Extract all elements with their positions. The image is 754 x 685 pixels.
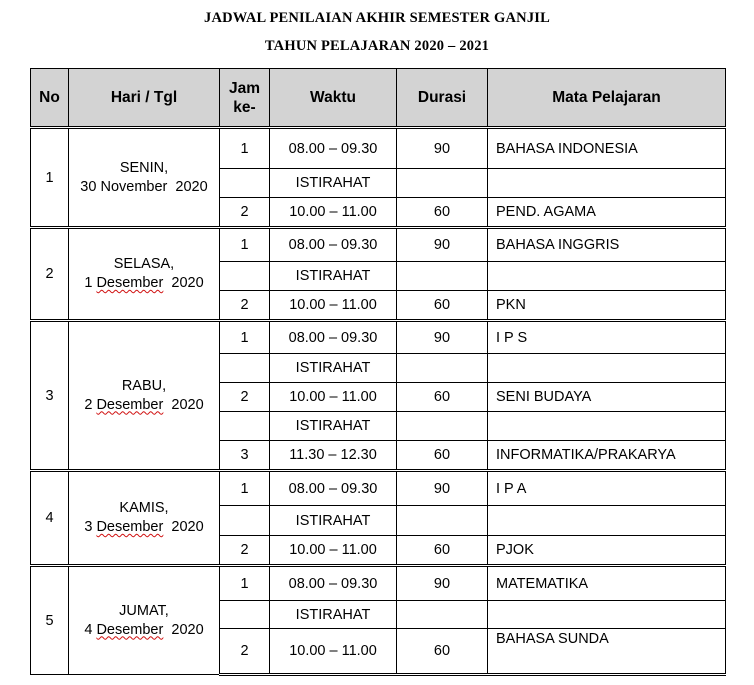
day-number-cell: 1 [31, 128, 69, 228]
day-number-cell: 2 [31, 228, 69, 321]
jam-cell [220, 354, 270, 383]
jam-cell: 1 [220, 128, 270, 169]
durasi-cell: 90 [397, 566, 488, 601]
mata-pelajaran-cell: INFORMATIKA/PRAKARYA [488, 441, 726, 471]
waktu-cell: ISTIRAHAT [270, 169, 397, 198]
durasi-cell [397, 412, 488, 441]
mata-pelajaran-cell [488, 169, 726, 198]
durasi-cell: 90 [397, 471, 488, 506]
mata-pelajaran-cell: I P A [488, 471, 726, 506]
durasi-cell [397, 169, 488, 198]
jam-cell: 1 [220, 566, 270, 601]
jam-cell: 2 [220, 291, 270, 321]
waktu-cell: 10.00 – 11.00 [270, 383, 397, 412]
date-day-number: 30 [80, 178, 97, 195]
jam-cell [220, 506, 270, 536]
day-date-cell [69, 471, 220, 566]
durasi-cell: 60 [397, 441, 488, 471]
header-waktu: Waktu [270, 69, 397, 128]
mata-pelajaran-cell: SENI BUDAYA [488, 383, 726, 412]
mata-pelajaran-cell [488, 506, 726, 536]
mata-pelajaran-cell: BAHASA INGGRIS [488, 228, 726, 262]
table-row [31, 128, 726, 169]
jam-cell [220, 412, 270, 441]
durasi-cell: 60 [397, 629, 488, 675]
jam-cell: 2 [220, 383, 270, 412]
date-month: Desember [96, 621, 164, 638]
waktu-cell: 10.00 – 11.00 [270, 629, 397, 675]
waktu-cell: ISTIRAHAT [270, 412, 397, 441]
day-date-cell [69, 128, 220, 228]
date-day-number: 3 [84, 519, 93, 535]
durasi-cell: 60 [397, 383, 488, 412]
durasi-cell [397, 354, 488, 383]
waktu-cell: 10.00 – 11.00 [270, 536, 397, 566]
table-row [31, 566, 726, 601]
day-date [69, 396, 219, 415]
mata-pelajaran-cell: BAHASA SUNDA [488, 629, 726, 675]
date-month: Desember [96, 396, 164, 413]
mata-pelajaran-cell: PKN [488, 291, 726, 321]
day-date-cell [69, 566, 220, 675]
durasi-cell: 90 [397, 228, 488, 262]
waktu-cell: 08.00 – 09.30 [270, 471, 397, 506]
waktu-cell: 08.00 – 09.30 [270, 321, 397, 354]
table-row [31, 228, 726, 262]
header-mata-pelajaran: Mata Pelajaran [488, 69, 726, 128]
durasi-cell: 60 [397, 291, 488, 321]
day-date-cell [69, 228, 220, 321]
day-date [69, 518, 219, 537]
table-row [31, 321, 726, 354]
day-number-cell: 3 [31, 321, 69, 471]
day-name: KAMIS, [119, 500, 169, 516]
date-year: 2020 [171, 275, 204, 291]
jam-cell: 1 [220, 228, 270, 262]
jam-cell: 1 [220, 471, 270, 506]
header-row [31, 69, 726, 128]
waktu-cell: 08.00 – 09.30 [270, 228, 397, 262]
date-day-number: 2 [84, 396, 93, 413]
date-year: 2020 [171, 621, 204, 638]
day-name: JUMAT, [119, 602, 169, 619]
durasi-cell: 60 [397, 536, 488, 566]
date-month: November [100, 178, 168, 195]
mata-pelajaran-cell: BAHASA INDONESIA [488, 128, 726, 169]
day-date-cell [69, 321, 220, 471]
day-number-cell: 4 [31, 471, 69, 566]
header-jam-line2: ke- [233, 98, 256, 116]
document-title: JADWAL PENILAIAN AKHIR SEMESTER GANJIL [204, 10, 550, 26]
waktu-cell: 08.00 – 09.30 [270, 566, 397, 601]
mata-pelajaran-cell [488, 354, 726, 383]
date-month: Desember [96, 519, 164, 535]
durasi-cell [397, 506, 488, 536]
jam-cell [220, 169, 270, 198]
day-name: SENIN, [119, 159, 169, 176]
waktu-cell: ISTIRAHAT [270, 354, 397, 383]
waktu-cell: 10.00 – 11.00 [270, 198, 397, 228]
waktu-cell: 11.30 – 12.30 [270, 441, 397, 471]
header-no: No [31, 69, 69, 128]
jam-cell [220, 262, 270, 291]
day-date [69, 274, 219, 293]
jam-cell: 3 [220, 441, 270, 471]
durasi-cell [397, 601, 488, 629]
waktu-cell: ISTIRAHAT [270, 506, 397, 536]
waktu-cell: 10.00 – 11.00 [270, 291, 397, 321]
schedule-body [31, 128, 726, 675]
jam-cell: 2 [220, 536, 270, 566]
exam-schedule-table [30, 68, 726, 676]
durasi-cell: 90 [397, 128, 488, 169]
day-date [69, 621, 219, 640]
header-durasi: Durasi [397, 69, 488, 128]
waktu-cell: ISTIRAHAT [270, 601, 397, 629]
waktu-cell: 08.00 – 09.30 [270, 128, 397, 169]
date-day-number: 4 [84, 621, 93, 638]
jam-cell: 2 [220, 629, 270, 675]
mata-pelajaran-cell [488, 601, 726, 629]
durasi-cell: 60 [397, 198, 488, 228]
header-jam-line1: Jam [228, 79, 261, 97]
day-name: RABU, [121, 377, 167, 394]
date-day-number: 1 [84, 275, 93, 291]
jam-cell: 1 [220, 321, 270, 354]
jam-cell: 2 [220, 198, 270, 228]
date-year: 2020 [171, 396, 204, 413]
header-jam-ke [220, 69, 270, 128]
date-month: Desember [96, 275, 164, 291]
mata-pelajaran-cell: PEND. AGAMA [488, 198, 726, 228]
mata-pelajaran-cell: PJOK [488, 536, 726, 566]
mata-pelajaran-cell: MATEMATIKA [488, 566, 726, 601]
day-number-cell: 5 [31, 566, 69, 675]
waktu-cell: ISTIRAHAT [270, 262, 397, 291]
academic-year-title: TAHUN PELAJARAN 2020 – 2021 [264, 38, 490, 54]
jam-cell [220, 601, 270, 629]
mata-pelajaran-cell [488, 412, 726, 441]
mata-pelajaran-cell: I P S [488, 321, 726, 354]
table-row [31, 471, 726, 506]
durasi-cell: 90 [397, 321, 488, 354]
date-year: 2020 [171, 519, 204, 535]
date-year: 2020 [175, 178, 208, 195]
day-date [69, 178, 219, 197]
mata-pelajaran-cell [488, 262, 726, 291]
durasi-cell [397, 262, 488, 291]
day-name: SELASA, [113, 256, 175, 272]
header-hari-tgl: Hari / Tgl [69, 69, 220, 128]
